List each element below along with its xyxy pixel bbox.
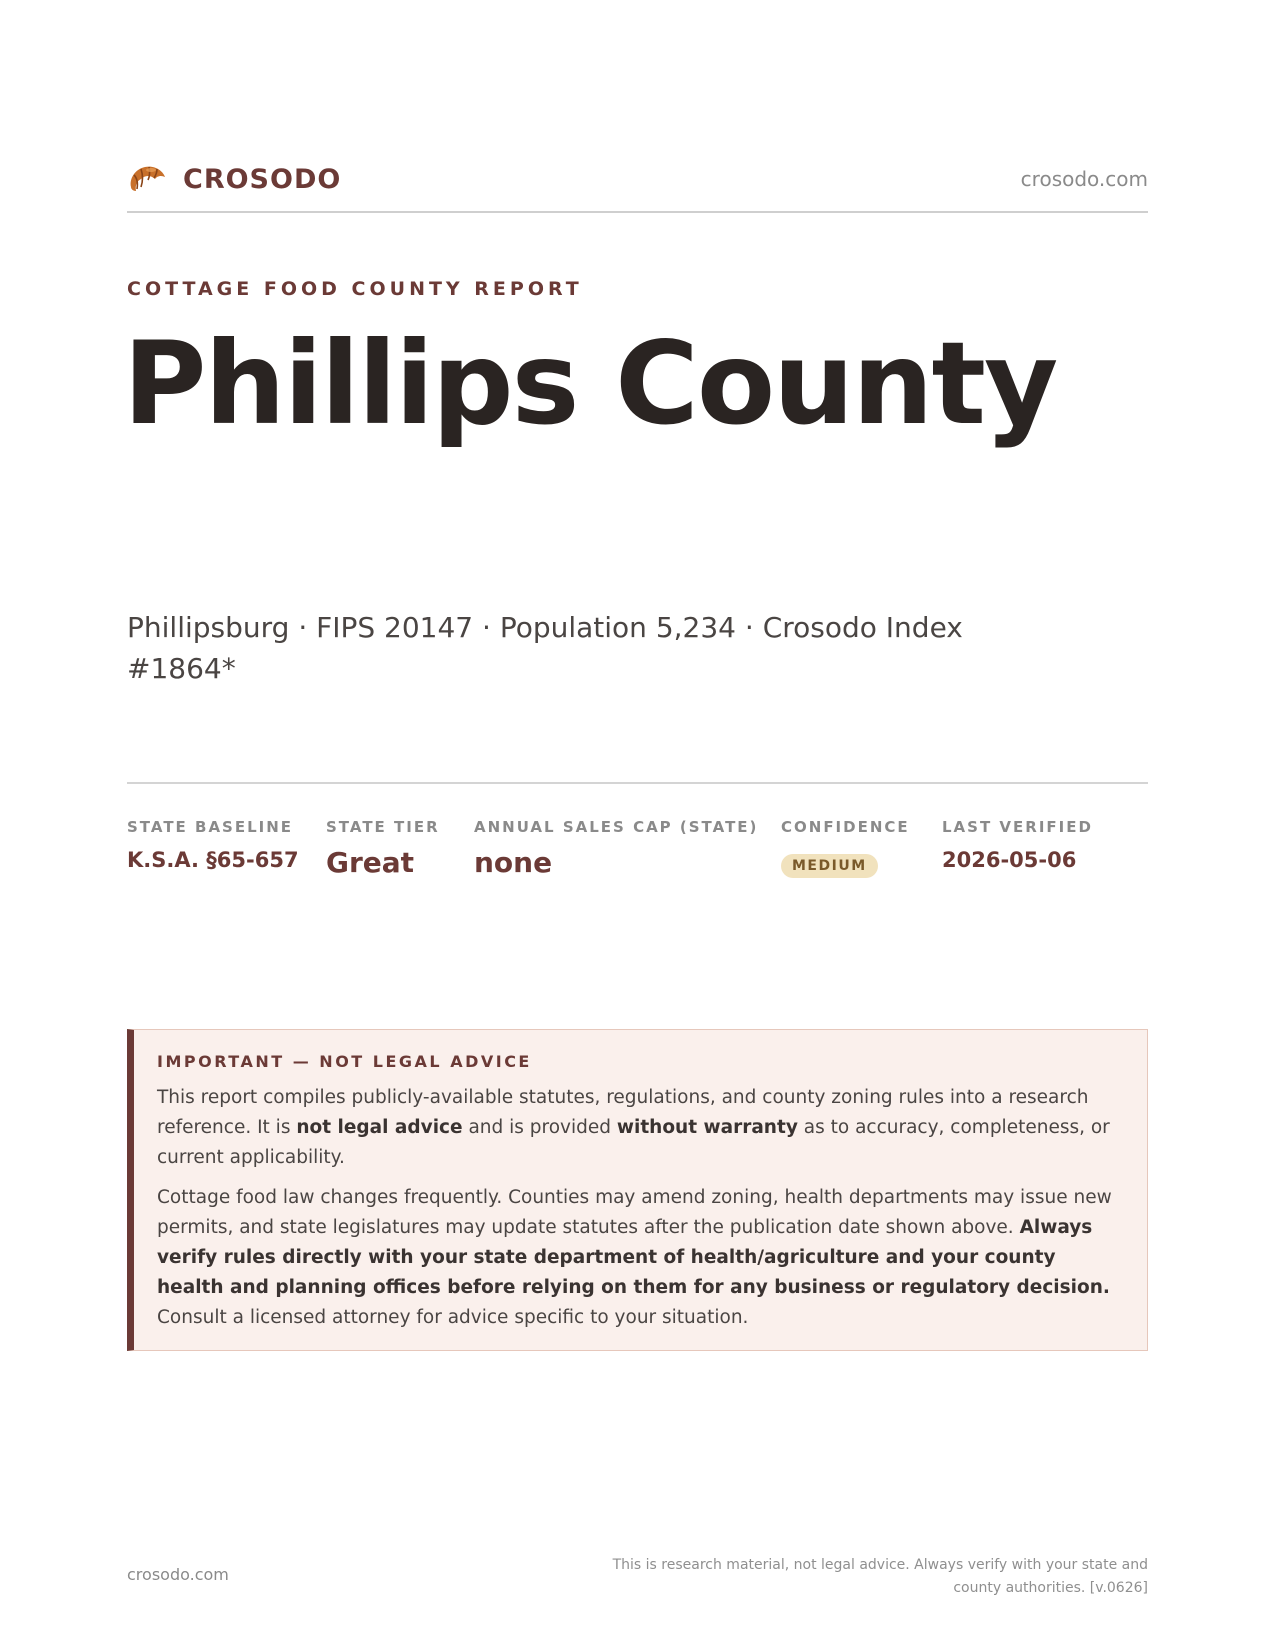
- page-title: Phillips County: [123, 317, 1057, 450]
- notice-paragraph-1: [157, 1083, 1125, 1173]
- stat-last-verified: [942, 818, 1093, 872]
- stat-label: CONFIDENCE: [781, 818, 910, 836]
- notice-heading: IMPORTANT — NOT LEGAL ADVICE: [157, 1052, 532, 1071]
- stat-state-tier: [326, 818, 440, 879]
- stat-state-baseline: [127, 818, 299, 872]
- stat-label: LAST VERIFIED: [942, 818, 1093, 836]
- section-divider: [127, 782, 1148, 784]
- stat-label: ANNUAL SALES CAP (STATE): [474, 818, 759, 836]
- notice-emphasis: Always verify rules directly with your state department of health/agriculture and your county health and planning offices before relying on them for any business or regulatory decision.: [157, 1217, 1110, 1298]
- footer-disclaimer: This is research material, not legal advice. Always verify with your state and county authorities. [v.0626]: [612, 1557, 1148, 1596]
- stat-value: 2026-05-06: [942, 848, 1077, 872]
- stat-label: STATE BASELINE: [127, 818, 294, 836]
- stat-confidence: [781, 818, 910, 878]
- site-link[interactable]: crosodo.com: [1020, 167, 1148, 191]
- notice-text: Consult a licensed attorney for advice specific to your situation.: [157, 1307, 749, 1328]
- stat-value: Great: [326, 846, 415, 879]
- legal-notice: [127, 1029, 1148, 1351]
- county-subtitle: Phillipsburg · FIPS 20147 · Population 5,234 · Crosodo Index #1864*: [127, 611, 963, 685]
- notice-emphasis: not legal advice: [296, 1117, 463, 1138]
- notice-text: and is provided: [462, 1117, 617, 1138]
- report-page: [123, 0, 1148, 1650]
- brand-logo[interactable]: [127, 161, 341, 197]
- notice-paragraph-2: [157, 1183, 1125, 1333]
- croissant-icon: [127, 161, 167, 197]
- stat-value: none: [474, 846, 553, 879]
- stat-value: K.S.A. §65-657: [127, 848, 299, 872]
- footer-site[interactable]: crosodo.com: [127, 1565, 229, 1584]
- notice-text: as to accuracy, completeness, or current applicability.: [157, 1117, 1110, 1168]
- confidence-badge: MEDIUM: [781, 854, 878, 878]
- notice-text: This report compiles publicly-available statutes, regulations, and county zoning rules into a research reference. It is: [157, 1087, 1089, 1138]
- stat-annual-sales-cap: [474, 818, 758, 879]
- notice-emphasis: without warranty: [616, 1117, 798, 1138]
- notice-text: Cottage food law changes frequently. Counties may amend zoning, health departments may issue new permits, and state legislatures may update statutes after the publication date shown above.: [157, 1187, 1112, 1238]
- brand-name: CROSODO: [183, 163, 342, 195]
- report-kicker: COTTAGE FOOD COUNTY REPORT: [127, 278, 583, 300]
- stat-label: STATE TIER: [326, 818, 440, 836]
- page-header: [127, 155, 1148, 213]
